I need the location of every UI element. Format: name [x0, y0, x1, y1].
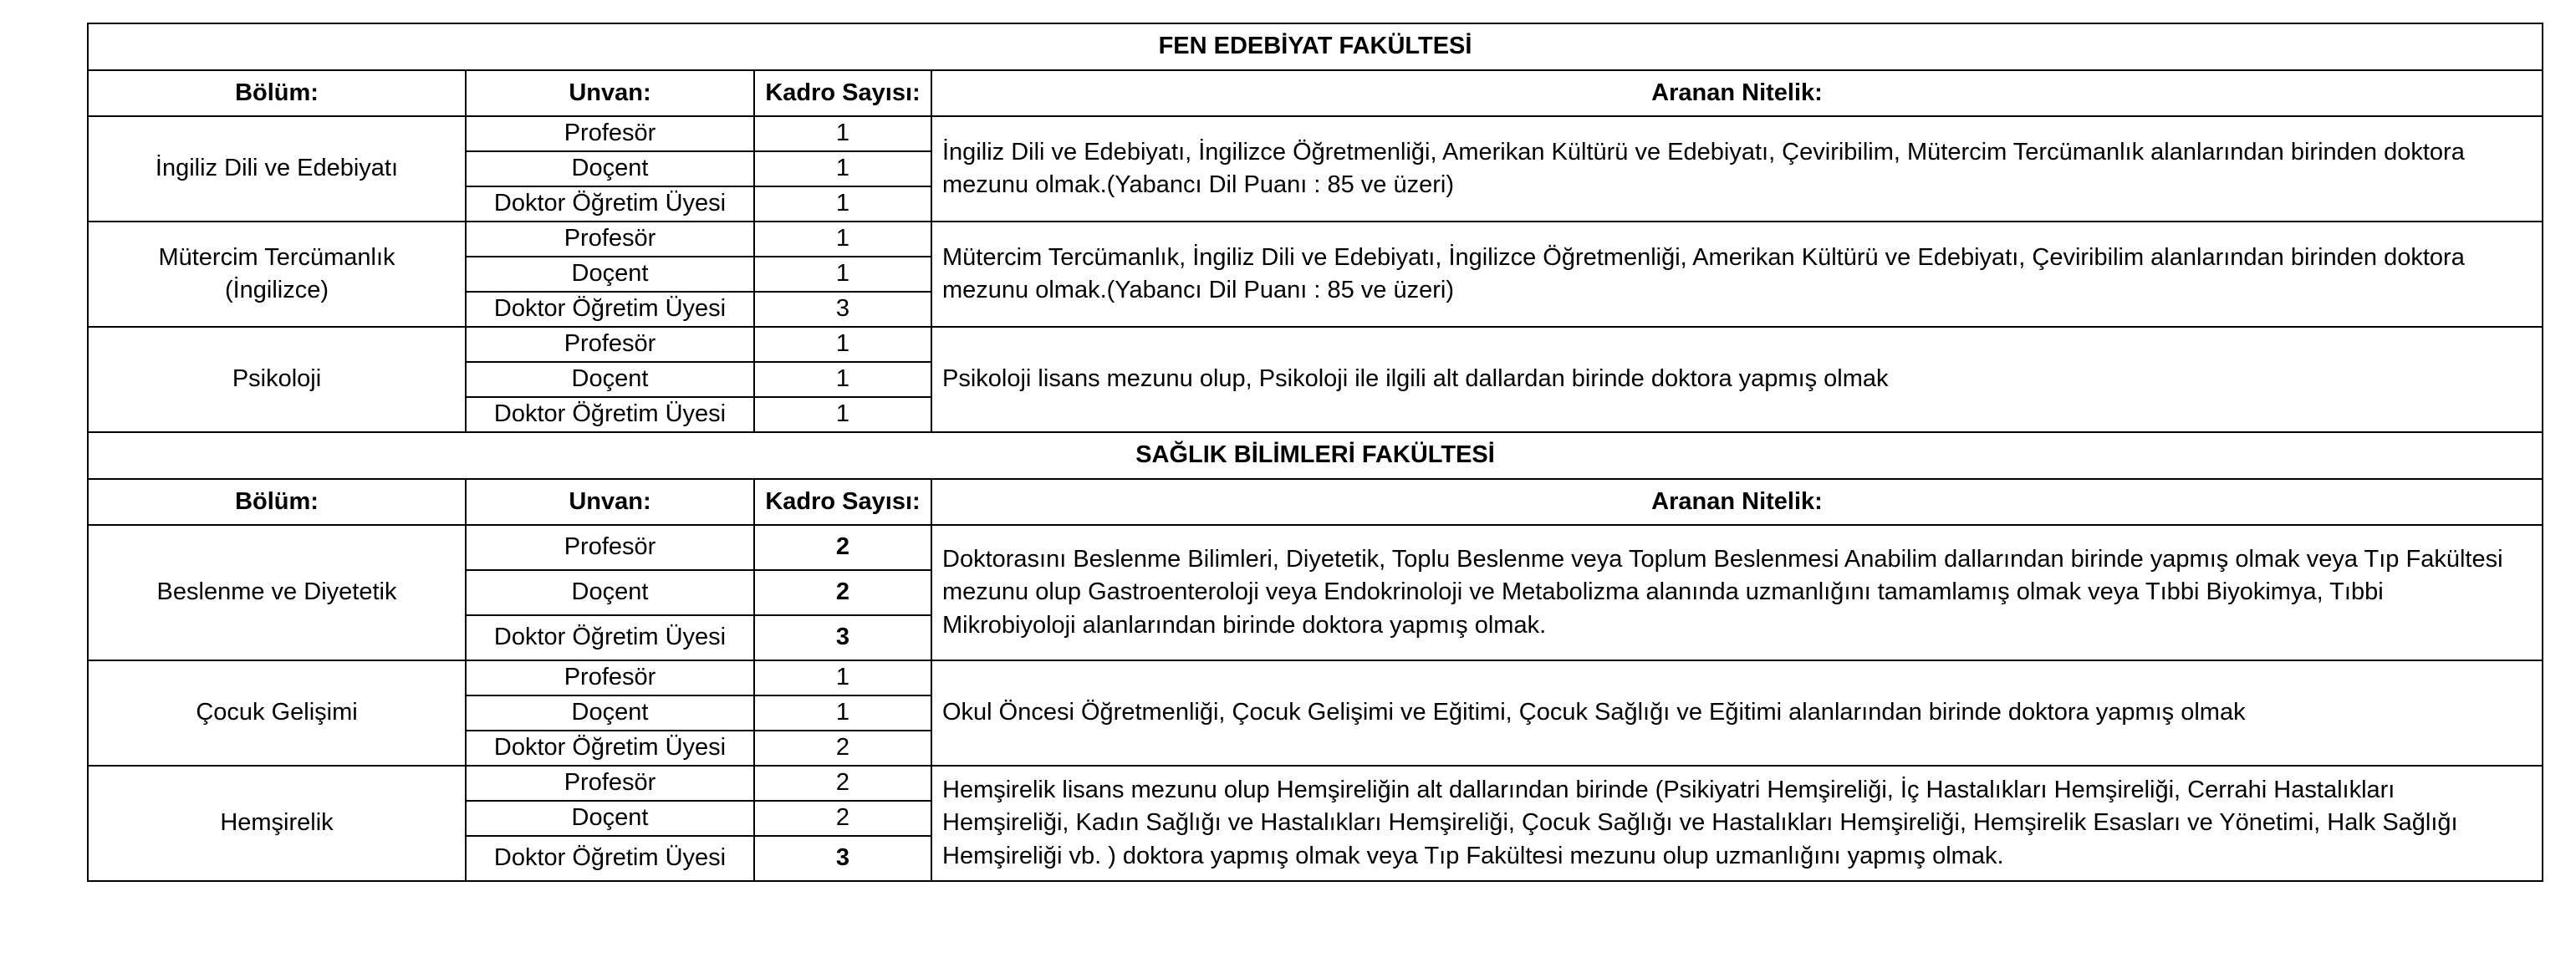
position-title: Doçent	[466, 257, 754, 292]
department-name	[88, 222, 466, 327]
position-count: 3	[754, 292, 931, 327]
position-title: Doktor Öğretim Üyesi	[466, 186, 754, 222]
position-count: 2	[754, 570, 931, 615]
department-name: Çocuk Gelişimi	[88, 660, 466, 766]
position-count: 2	[754, 731, 931, 766]
position-title: Profesör	[466, 116, 754, 151]
position-title: Profesör	[466, 660, 754, 695]
position-count: 3	[754, 615, 931, 660]
position-count: 1	[754, 362, 931, 397]
position-count: 1	[754, 327, 931, 362]
position-title: Doktor Öğretim Üyesi	[466, 836, 754, 881]
requirement-text: Hemşirelik lisans mezunu olup Hemşireliğin alt dallarından birinde (Psikiyatri Hemşireliği, İç Hastalıkları Hemşireliği, Cerrahi Hastalıkları Hemşireliği, Kadın Sağlığı ve Hastalıkları Hemşireliği, Çocuk Sağlığı ve Hastalıkları Hemşireliği, Hemşirelik Esasları ve Yönetimi, Halk Sağlığı Hemşireliği vb. ) doktora yapmış olmak veya Tıp Fakültesi mezunu olup uzmanlığını yapmış olmak.	[931, 766, 2543, 881]
department-name-line: Mütercim Tercümanlık	[158, 243, 395, 271]
header-quota: Kadro Sayısı:	[754, 70, 931, 116]
position-count: 1	[754, 397, 931, 432]
position-count: 3	[754, 836, 931, 881]
position-title: Doçent	[466, 151, 754, 186]
faculty-positions-table	[87, 23, 2543, 882]
department-name-line: (İngilizce)	[224, 277, 329, 303]
department-name: İngiliz Dili ve Edebiyatı	[88, 116, 466, 222]
department-name: Hemşirelik	[88, 766, 466, 881]
requirement-text: İngiliz Dili ve Edebiyatı, İngilizce Öğretmenliği, Amerikan Kültürü ve Edebiyatı, Çeviribilim, Mütercim Tercümanlık alanlarından birinden doktora mezunu olmak.(Yabancı Dil Puanı : 85 ve üzeri)	[931, 116, 2543, 222]
position-title: Profesör	[466, 222, 754, 257]
position-title: Profesör	[466, 525, 754, 570]
position-title: Doçent	[466, 695, 754, 731]
requirement-text: Okul Öncesi Öğretmenliği, Çocuk Gelişimi ve Eğitimi, Çocuk Sağlığı ve Eğitimi alanlarından birinde doktora yapmış olmak	[931, 660, 2543, 766]
position-title: Doktor Öğretim Üyesi	[466, 731, 754, 766]
position-count: 1	[754, 257, 931, 292]
position-count: 1	[754, 151, 931, 186]
faculty-title: SAĞLIK BİLİMLERİ FAKÜLTESİ	[88, 432, 2543, 479]
position-count: 1	[754, 222, 931, 257]
position-title: Doçent	[466, 362, 754, 397]
position-count: 1	[754, 695, 931, 731]
header-title: Unvan:	[466, 70, 754, 116]
position-count: 2	[754, 525, 931, 570]
requirement-text: Doktorasını Beslenme Bilimleri, Diyetetik, Toplu Beslenme veya Toplum Beslenmesi Anabilim dallarından birinde yapmış olmak veya Tıp Fakültesi mezunu olup Gastroenteroloji veya Endokrinoloji ve Metabolizma alanında uzmanlığını tamamlamış olmak veya Tıbbi Biyokimya, Tıbbi Mikrobiyoloji alanlarından birinde doktora yapmış olmak.	[931, 525, 2543, 660]
department-name: Psikoloji	[88, 327, 466, 432]
position-count: 1	[754, 186, 931, 222]
position-count: 2	[754, 766, 931, 801]
header-department: Bölüm:	[88, 479, 466, 525]
position-count: 1	[754, 660, 931, 695]
position-title: Doktor Öğretim Üyesi	[466, 615, 754, 660]
position-title: Doçent	[466, 801, 754, 836]
position-title: Doktor Öğretim Üyesi	[466, 397, 754, 432]
header-title: Unvan:	[466, 479, 754, 525]
requirement-text: Mütercim Tercümanlık, İngiliz Dili ve Edebiyatı, İngilizce Öğretmenliği, Amerikan Kültürü ve Edebiyatı, Çeviribilim alanlarından birinden doktora mezunu olmak.(Yabancı Dil Puanı : 85 ve üzeri)	[931, 222, 2543, 327]
department-name: Beslenme ve Diyetetik	[88, 525, 466, 660]
header-quota: Kadro Sayısı:	[754, 479, 931, 525]
header-requirement: Aranan Nitelik:	[931, 70, 2543, 116]
header-requirement: Aranan Nitelik:	[931, 479, 2543, 525]
requirement-text: Psikoloji lisans mezunu olup, Psikoloji ile ilgili alt dallardan birinde doktora yapmış olmak	[931, 327, 2543, 432]
faculty-title: FEN EDEBİYAT FAKÜLTESİ	[88, 23, 2543, 70]
position-title: Profesör	[466, 766, 754, 801]
header-department: Bölüm:	[88, 70, 466, 116]
position-title: Doktor Öğretim Üyesi	[466, 292, 754, 327]
position-count: 2	[754, 801, 931, 836]
position-title: Doçent	[466, 570, 754, 615]
position-title: Profesör	[466, 327, 754, 362]
position-count: 1	[754, 116, 931, 151]
